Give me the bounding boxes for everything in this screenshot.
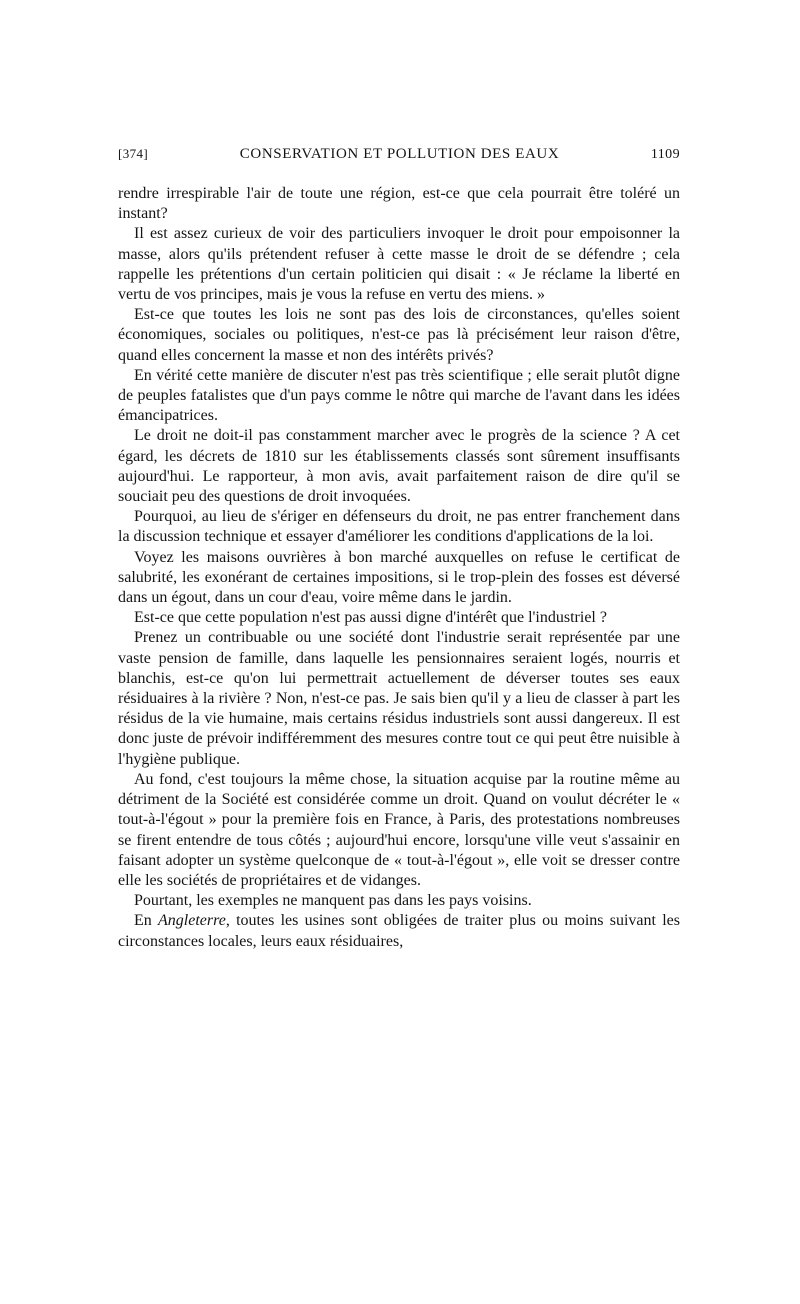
paragraph: rendre irrespirable l'air de toute une région, est-ce que cela pourrait être toléré un instant?: [118, 185, 680, 223]
body-text: [118, 184, 680, 952]
paragraph: En vérité cette manière de discuter n'est pas très scientifique ; elle serait plutôt digne de peuples fatalistes que d'un pays comme le nôtre qui marche de l'avant dans les idées émancipatrices.: [118, 366, 680, 425]
paragraph: Est-ce que toutes les lois ne sont pas des lois de circonstances, qu'elles soient économiques, sociales ou politiques, n'est-ce pas là précisément leur raison d'être, quand elles concernent la masse et non des intérêts privés?: [118, 306, 680, 364]
page-number: 1109: [650, 147, 680, 162]
page: [118, 146, 680, 952]
paragraph: Au fond, c'est toujours la même chose, la situation acquise par la routine même au détriment de la Société est considérée comme un droit. Quand on voulut décréter le « tout-à-l'égout » pour la première fois en France, à Paris, des protestations nombreuses se firent entendre de tous côtés ; aujourd'hui encore, lorsqu'une ville veut s'assainir en faisant adopter un système quelconque de « tout-à-l'égout », elle voit se dresser contre elle les sociétés de propriétaires et de vidanges.: [118, 770, 680, 889]
running-title: CONSERVATION ET POLLUTION DES EAUX: [239, 146, 560, 162]
paragraph: Prenez un contribuable ou une société dont l'industrie serait représentée par une vaste pension de famille, dans laquelle les pensionnaires seraient logés, nourris et blanchis, est-ce qu'on lui permettrait actuellement de déverser toutes ses eaux résiduaires à la rivière ? Non, n'est-ce pas. Je sais bien qu'il y a lieu de classer à part les résidus de la vie humaine, mais certains résidus industriels sont aussi dangereux. Il est donc juste de prévoir indifféremment des mesures contre tout ce qui peut être nuisible à l'hygiène publique.: [118, 629, 680, 768]
italic-country: Angleterre: [158, 912, 226, 930]
paragraph: Voyez les maisons ouvrières à bon marché auxquelles on refuse le certificat de salubrité, les exonérant de certaines impositions, si le trop-plein des fosses est déversé dans un égout, dans un cour d'eau, voire même dans le jardin.: [118, 548, 680, 607]
section-number: [374]: [118, 146, 149, 161]
paragraph-prefix: En: [134, 912, 159, 930]
running-head: [118, 146, 680, 168]
paragraph-last: [118, 911, 680, 951]
paragraph: Est-ce que cette population n'est pas aussi digne d'intérêt que l'industriel ?: [134, 609, 607, 627]
paragraph: Pourquoi, au lieu de s'ériger en défenseurs du droit, ne pas entrer franchement dans la discussion technique et essayer d'améliorer les conditions d'applications de la loi.: [118, 508, 680, 546]
paragraph: Il est assez curieux de voir des particuliers invoquer le droit pour empoisonner la masse, alors qu'ils prétendent refuser à cette masse le droit de se défendre ; cela rappelle les prétentions d'un certain politicien qui disait : « Je réclame la liberté en vertu de vos principes, mais je vous la refuse en vertu des miens. »: [118, 225, 680, 304]
paragraph-rest: , toutes les usines sont obligées de traiter plus ou moins suivant les circonstances locales, leurs eaux résiduaires,: [118, 912, 680, 950]
paragraph: Pourtant, les exemples ne manquent pas dans les pays voisins.: [134, 892, 532, 910]
paragraph: Le droit ne doit-il pas constamment marcher avec le progrès de la science ? A cet égard, les décrets de 1810 sur les établissements classés sont sûrement insuffisants aujourd'hui. Le rapporteur, à mon avis, avait parfaitement raison de dire qu'il se souciait peu des questions de droit invoquées.: [118, 427, 680, 506]
